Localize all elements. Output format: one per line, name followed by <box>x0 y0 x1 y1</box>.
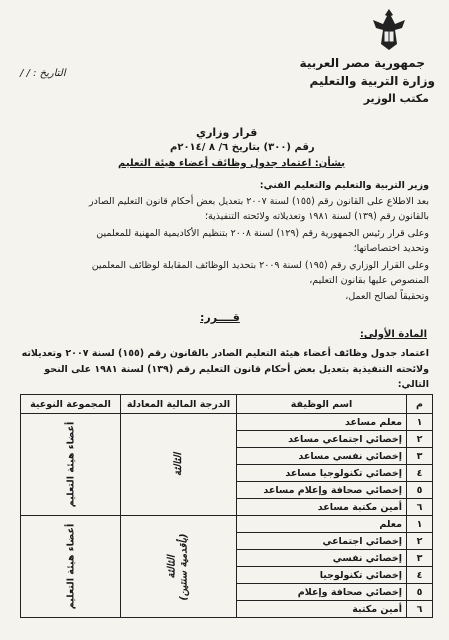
group-1-type-text: أعضاء هيئة التعليم <box>65 421 76 508</box>
preamble-teachers: المنصوص عليها بقانون التعليم، <box>309 275 429 286</box>
row-job: أمين مكتبة مساعد <box>237 499 407 516</box>
header-office: مكتب الوزير <box>363 92 429 105</box>
preamble-law-139: بالقانون رقم (١٣٩) لسنة ١٩٨١ وتعديلاته ولائحته التنفيذية؛ <box>204 211 429 222</box>
row-num: ٢ <box>407 533 433 550</box>
row-num: ١ <box>407 516 433 533</box>
row-num: ٤ <box>407 465 433 482</box>
header-job: اسم الوظيفة <box>237 395 407 414</box>
row-num: ١ <box>407 414 433 431</box>
group-2-grade-note: (بأقدمية سنتين) <box>178 532 190 601</box>
decided-heading: قــــرر: <box>200 311 240 324</box>
date-label: التاريخ : / / <box>20 68 66 79</box>
preamble-interest: وتحقيقاً لصالح العمل، <box>345 291 429 302</box>
group-2-type-text: أعضاء هيئة التعليم <box>65 523 76 610</box>
row-num: ٣ <box>407 550 433 567</box>
header-country: جمهورية مصر العربية <box>299 56 425 70</box>
row-num: ٣ <box>407 448 433 465</box>
table-header-row <box>21 395 433 414</box>
row-job: إخصائي تكنولوجيا <box>237 567 407 584</box>
row-job: أمين مكتبة <box>237 601 407 618</box>
group-1-grade-text: الثالثة <box>172 452 184 477</box>
row-job: معلم مساعد <box>237 414 407 431</box>
row-num: ٦ <box>407 601 433 618</box>
preamble-decree-129: وعلى قرار رئيس الجمهورية رقم (١٢٩) لسنة ٢٠٠٨ بتنظيم الأكاديمية المهنية للمعلمين <box>96 228 429 239</box>
group-2-grade-name: الثالثة <box>166 554 178 579</box>
header-group: المجموعة النوعية <box>21 395 121 414</box>
row-num: ٤ <box>407 567 433 584</box>
group-2-grade <box>121 516 237 618</box>
group-2-grade-text <box>166 533 190 600</box>
decree-title: قرار وزاري <box>196 126 258 139</box>
table-row <box>21 414 433 431</box>
row-job: إخصائي صحافة وإعلام مساعد <box>237 482 407 499</box>
preamble-decree-195: وعلى القرار الوزاري رقم (١٩٥) لسنة ٢٠٠٩ بتحديد الوظائف المقابلة لوظائف المعلمين <box>91 260 429 271</box>
row-job: إخصائي صحافة وإعلام <box>237 584 407 601</box>
table-row <box>21 516 433 533</box>
jobs-table <box>20 394 433 618</box>
header-grade: الدرجة المالية المعادلة <box>121 395 237 414</box>
row-num: ٥ <box>407 482 433 499</box>
article-1-heading: المادة الأولى: <box>359 329 427 340</box>
group-2-type <box>21 516 121 618</box>
article-1-line-2: ولائحته التنفيذية بتعديل بعض أحكام قانون التعليم رقم (١٣٩) لسنة ١٩٨١ على النحو التالي: <box>44 364 429 390</box>
header-ministry: وزارة التربية والتعليم <box>309 74 435 88</box>
row-job: إخصائي اجتماعي مساعد <box>237 431 407 448</box>
row-num: ٦ <box>407 499 433 516</box>
preamble-minister: وزير التربية والتعليم والتعليم الفني: <box>259 180 429 191</box>
row-num: ٥ <box>407 584 433 601</box>
group-1-type <box>21 414 121 516</box>
preamble-functions: وتحديد اختصاصاتها؛ <box>353 243 429 254</box>
row-job: إخصائي تكنولوجيا مساعد <box>237 465 407 482</box>
row-job: إخصائي نفسي <box>237 550 407 567</box>
eagle-emblem-icon <box>369 6 409 52</box>
article-1-line-1: اعتماد جدول وظائف أعضاء هيئة التعليم الصادر بالقانون رقم (١٥٥) لسنة ٢٠٠٧ وتعديلاته <box>21 348 429 359</box>
row-job: إخصائي نفسي مساعد <box>237 448 407 465</box>
header-num: م <box>407 395 433 414</box>
row-job: إخصائي اجتماعي <box>237 533 407 550</box>
row-num: ٢ <box>407 431 433 448</box>
preamble-law-155: بعد الاطلاع على القانون رقم (١٥٥) لسنة ٢٠٠٧ بتعديل بعض أحكام قانون التعليم الصادر <box>89 196 429 207</box>
row-job: معلم <box>237 516 407 533</box>
decree-number: رقم (٣٠٠) بتاريخ ٦/ ٨ /٢٠١٤م <box>170 142 315 153</box>
decree-subject: بشأن: اعتماد جدول وظائف أعضاء هيئة التعليم <box>118 158 346 169</box>
group-1-grade <box>121 414 237 516</box>
